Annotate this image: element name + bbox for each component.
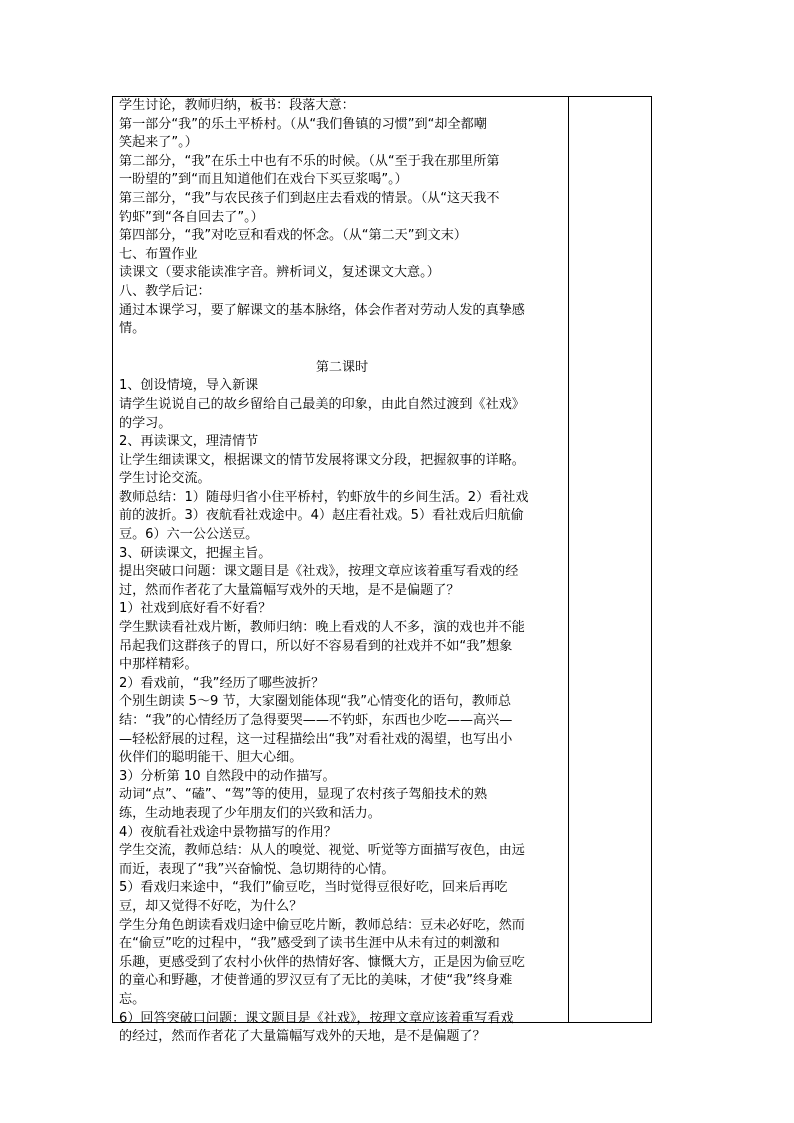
text-line: 吊起我们这群孩子的胃口，所以好不容易看到的社戏并不如“我”想象 <box>119 638 513 654</box>
text-line: 八、教学后记： <box>119 283 211 299</box>
text-line: 豆。6）六一公公送豆。 <box>119 527 259 543</box>
text-line: —轻松舒展的过程，这一过程描绘出“我”对看社戏的渴望，也写出小 <box>119 731 513 747</box>
text-line: 4）夜航看社戏途中景物描写的作用？ <box>119 824 337 840</box>
text-line: 乐趣，更感受到了农村小伙伴的热情好客、慷慨大方，正是因为偷豆吃 <box>119 954 525 970</box>
text-line: 学生交流，教师总结：从人的嗅觉、视觉、听觉等方面描写夜色，由远 <box>119 843 525 859</box>
text-line: 读课文（要求能读准字音。辨析词义，复述课文大意。） <box>119 265 440 281</box>
text-line: 让学生细读课文，根据课文的情节发展将课文分段，把握叙事的详略。 <box>119 452 525 468</box>
text-line: 情。 <box>119 321 146 337</box>
text-line: 学生默读看社戏片断，教师归纳：晚上看戏的人不多，演的戏也并不能 <box>119 620 525 636</box>
text-line: 忘。 <box>119 991 146 1007</box>
text-line: 通过本课学习，要了解课文的基本脉络，体会作者对劳动人发的真挚感 <box>119 302 525 318</box>
text-line: 的经过，然而作者花了大量篇幅写戏外的天地，是不是偏题了？ <box>119 1029 486 1045</box>
text-line: 动词“点”、“磕”、“驾”等的使用，显现了农村孩子驾船技术的熟 <box>119 787 488 803</box>
text-line: 2）看戏前，“我”经历了哪些波折？ <box>119 675 325 691</box>
text-line: 前的波折。3）夜航看社戏途中。4）赵庄看社戏。5）看社戏后归航偷 <box>119 508 524 524</box>
text-line: 第三部分，“我”与农民孩子们到赵庄去看戏的情景。（从“这天我不 <box>119 190 500 206</box>
text-line: 中那样精彩。 <box>119 657 198 673</box>
lesson-plan-table <box>112 96 652 1045</box>
text-line: 3、研读课文，把握主旨。 <box>119 545 272 561</box>
text-line: 一盼望的”到“而且知道他们在戏台下买豆浆喝”。） <box>119 172 408 188</box>
text-line: 结：“我”的心情经历了急得要哭——不钓虾，东西也少吃——高兴— <box>119 713 513 728</box>
text-line: 过，然而作者花了大量篇幅写戏外的天地，是不是偏题了？ <box>119 582 460 598</box>
text-line: 七、布置作业 <box>119 246 198 262</box>
text-line: 笑起来了”。） <box>119 135 198 151</box>
text-line: 2、再读课文，理清情节 <box>119 434 259 450</box>
text-line: 钓虾”到“各自回去了”。） <box>119 209 264 225</box>
lesson-content-cell <box>119 97 565 1047</box>
text-line: 豆，却又觉得不好吃，为什么？ <box>119 898 303 914</box>
text-line: 教师总结：1）随母归省小住平桥村，钓虾放牛的乡间生活。2）看社戏 <box>119 489 529 505</box>
text-line: 第二部分，“我”在乐土中也有不乐的时候。（从“至于我在那里所第 <box>119 153 500 169</box>
text-line: 学生讨论，教师归纳，板书：段落大意： <box>119 98 355 113</box>
text-line: 提出突破口问题：课文题目是《社戏》，按理文章应该着重写看戏的经 <box>119 564 519 580</box>
text-line: 伙伴们的聪明能干、胆大心细。 <box>119 750 303 766</box>
text-line: 1、创设情境，导入新课 <box>119 378 259 394</box>
text-line: 学生分角色朗读看戏归途中偷豆吃片断，教师总结：豆未必好吃，然而 <box>119 917 525 933</box>
text-line: 3）分析第 10 自然段中的动作描写。 <box>119 768 336 784</box>
text-line: 练，生动地表现了少年朋友们的兴致和活力。 <box>119 805 381 821</box>
text-line: 的童心和野趣，才使普通的罗汉豆有了无比的美味，才使“我”终身难 <box>119 973 513 989</box>
text-line: 请学生说说自己的故乡留给自己最美的印象，由此自然过渡到《社戏》 <box>119 396 525 412</box>
notes-cell <box>569 97 651 1022</box>
text-line: 5）看戏归来途中，“我们”偷豆吃，当时觉得豆很好吃，回来后再吃 <box>119 880 508 896</box>
text-line: 6）回答突破口问题：课文题目是《社戏》，按理文章应该着重写看戏 <box>119 1010 514 1026</box>
section-heading: 第二课时 <box>315 359 369 375</box>
text-line: 而近，表现了“我”兴奋愉悦、急切期待的心情。 <box>119 861 395 877</box>
text-line: 学生讨论交流。 <box>119 471 211 487</box>
text-line: 个别生朗读 5～9 节，大家圈划能体现“我”心情变化的语句，教师总 <box>119 694 512 710</box>
text-line: 的学习。 <box>119 415 172 431</box>
text-line: 第四部分，“我”对吃豆和看戏的怀念。（从“第二天”到文末） <box>119 228 467 244</box>
paragraph-gap <box>119 339 565 359</box>
text-line: 1）社戏到底好看不好看？ <box>119 601 272 617</box>
text-line: 第一部分“我”的乐土平桥村。（从“我们鲁镇的习惯”到“却全都嘲 <box>119 116 487 132</box>
text-line: 在“偷豆”吃的过程中，“我”感受到了读书生涯中从未有过的刺激和 <box>119 936 500 952</box>
